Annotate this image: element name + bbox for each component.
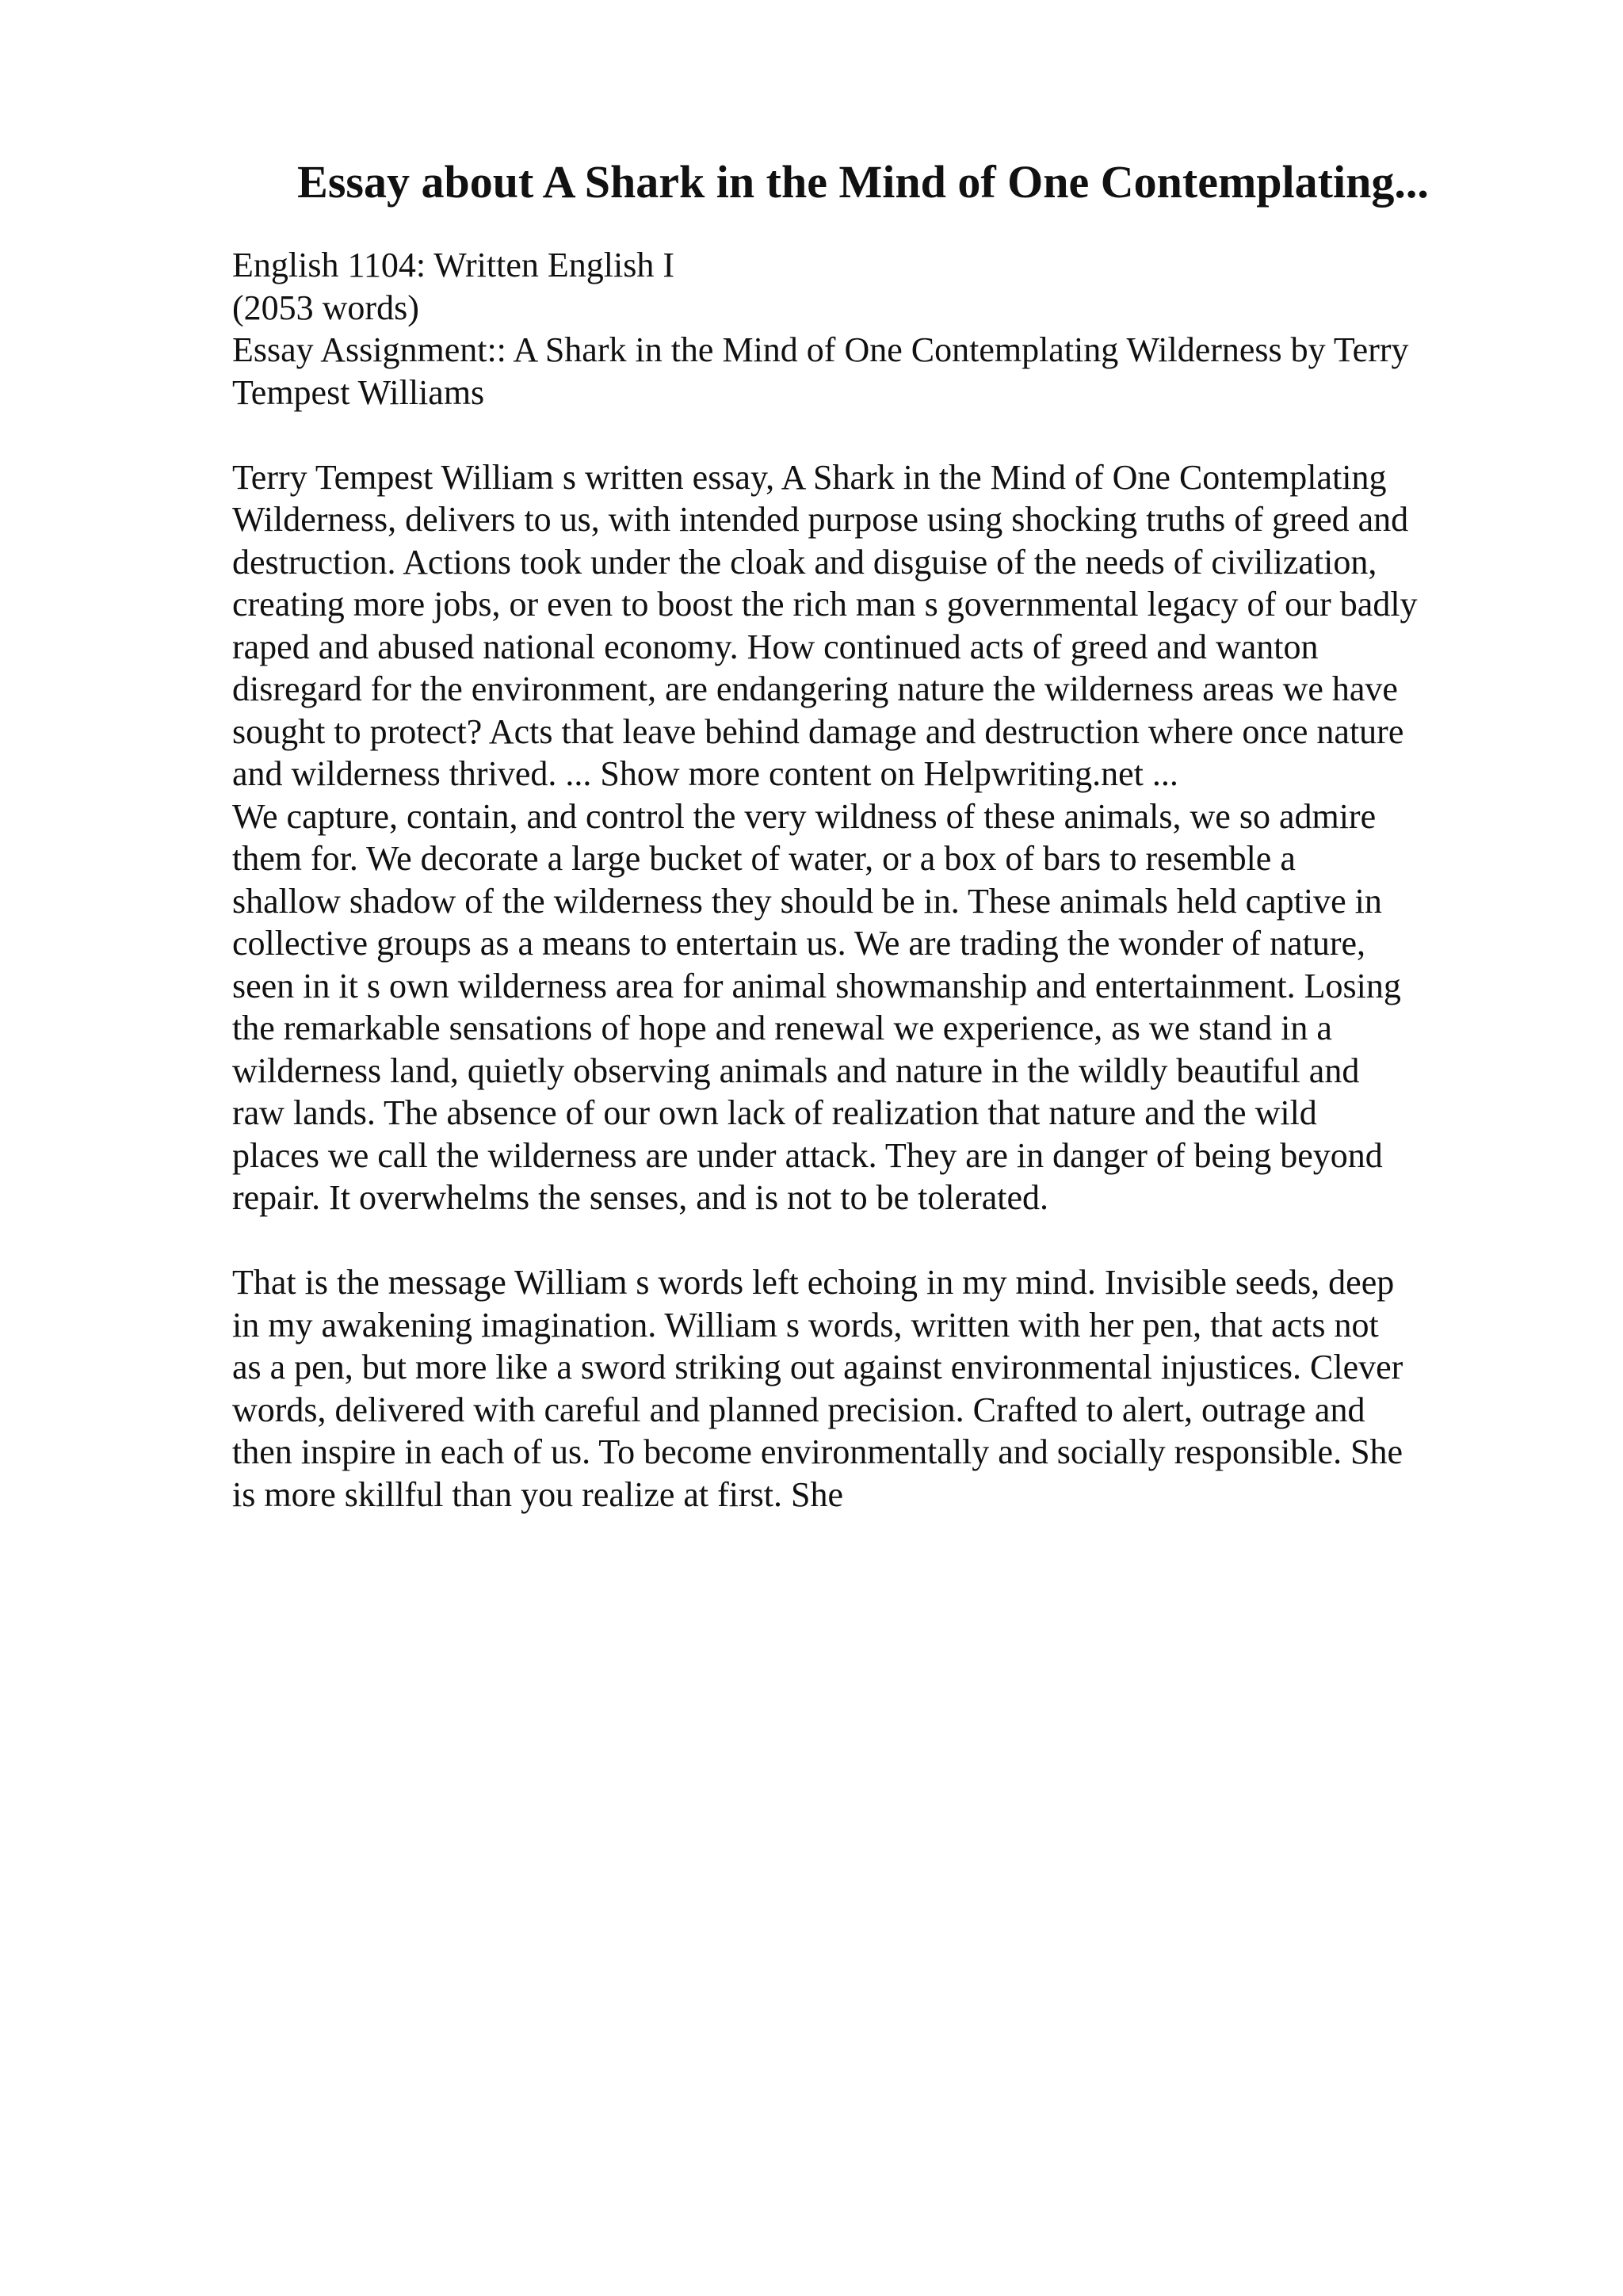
text-line: Wilderness, delivers to us, with intended purpose using shocking truths of greed and [232, 500, 1409, 539]
essay-body [232, 244, 1516, 1516]
paragraph-gap [232, 1219, 1516, 1262]
text-line: places we call the wilderness are under attack. They are in danger of being beyond [232, 1135, 1383, 1175]
text-line: That is the message William s words left echoing in my mind. Invisible seeds, deep [232, 1263, 1395, 1302]
assignment-line: Essay Assignment:: A Shark in the Mind of One Contemplating Wilderness by Terry [232, 330, 1409, 369]
text-line: Terry Tempest William s written essay, A Shark in the Mind of One Contemplating [232, 457, 1387, 497]
text-line: raped and abused national economy. How continued acts of greed and wanton [232, 627, 1319, 666]
text-line: collective groups as a means to entertain us. We are trading the wonder of nature, [232, 924, 1366, 963]
text-line: destruction. Actions took under the cloak and disguise of the needs of civilization, [232, 542, 1377, 582]
page-title: Essay about A Shark in the Mind of One Contemplating... [297, 156, 1429, 208]
text-line: and wilderness thrived. ... Show more content on Helpwriting.net ... [232, 754, 1178, 793]
paragraph-3 [232, 1261, 1516, 1516]
text-line: sought to protect? Acts that leave behind damage and destruction where once nature [232, 711, 1404, 751]
course-line: English 1104: Written English I [232, 246, 674, 284]
text-line: We capture, contain, and control the very wildness of these animals, we so admire [232, 796, 1377, 836]
text-line: then inspire in each of us. To become environmentally and socially responsible. She [232, 1432, 1403, 1471]
text-line: in my awakening imagination. William s words, written with her pen, that acts not [232, 1305, 1379, 1344]
text-line: them for. We decorate a large bucket of water, or a box of bars to resemble a [232, 839, 1296, 878]
text-line: the remarkable sensations of hope and renewal we experience, as we stand in a [232, 1009, 1332, 1047]
text-line: shallow shadow of the wilderness they should be in. These animals held captive in [232, 881, 1382, 921]
paragraph-2 [232, 795, 1516, 1219]
assignment-line-continued: Tempest Williams [232, 372, 485, 412]
text-line: raw lands. The absence of our own lack of realization that nature and the wild [232, 1093, 1317, 1132]
text-line: words, delivered with careful and planned precision. Crafted to alert, outrage and [232, 1390, 1365, 1429]
text-line: repair. It overwhelms the senses, and is not to be tolerated. [232, 1178, 1049, 1217]
paragraph-1 [232, 456, 1516, 795]
text-line: wilderness land, quietly observing animals and nature in the wildly beautiful and [232, 1051, 1360, 1090]
text-line: as a pen, but more like a sword striking out against environmental injustices. Clever [232, 1348, 1403, 1386]
text-line: seen in it s own wilderness area for animal showmanship and entertainment. Losing [232, 966, 1401, 1005]
text-line: creating more jobs, or even to boost the rich man s governmental legacy of our badly [232, 585, 1418, 624]
paragraph-gap [232, 414, 1516, 456]
word-count-line: (2053 words) [232, 288, 419, 327]
text-line: disregard for the environment, are endangering nature the wilderness areas we have [232, 669, 1398, 708]
essay-header [232, 244, 1516, 414]
text-line: is more skillful than you realize at first. She [232, 1474, 844, 1514]
